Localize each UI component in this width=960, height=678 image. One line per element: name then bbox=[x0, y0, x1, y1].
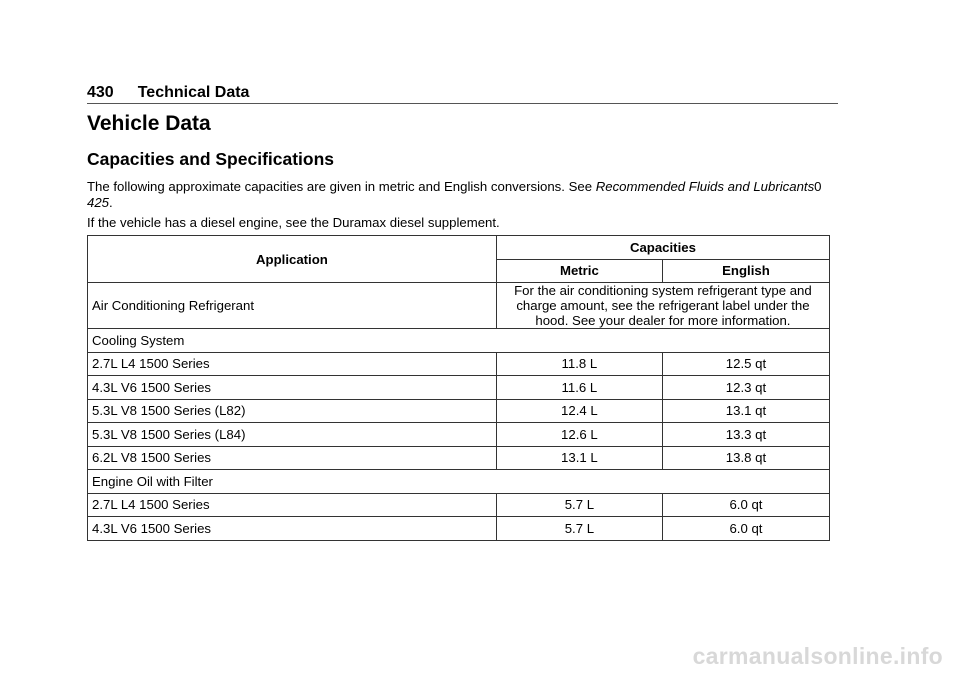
table-row bbox=[88, 423, 830, 447]
ac-refrigerant-note: For the air conditioning system refrigerant type and charge amount, see the refrigerant label under the hood. See your dealer for more information. bbox=[496, 283, 829, 329]
english-cell: 12.3 qt bbox=[662, 376, 829, 400]
table-header-row bbox=[88, 236, 830, 260]
english-cell: 6.0 qt bbox=[662, 517, 829, 541]
english-cell: 13.8 qt bbox=[662, 446, 829, 470]
engine-oil-label: Engine Oil with Filter bbox=[88, 470, 830, 494]
cooling-system-label: Cooling System bbox=[88, 329, 830, 353]
table-row bbox=[88, 376, 830, 400]
table-row bbox=[88, 446, 830, 470]
english-cell: 13.3 qt bbox=[662, 423, 829, 447]
ac-refrigerant-row bbox=[88, 283, 830, 329]
intro-paragraph bbox=[87, 179, 832, 211]
application-cell: 2.7L L4 1500 Series bbox=[88, 352, 497, 376]
metric-cell: 5.7 L bbox=[496, 517, 662, 541]
page-ref-symbol: 0 bbox=[814, 179, 822, 194]
capacities-header: Capacities bbox=[496, 236, 829, 260]
metric-cell: 12.6 L bbox=[496, 423, 662, 447]
application-header: Application bbox=[88, 236, 497, 283]
ac-refrigerant-label: Air Conditioning Refrigerant bbox=[88, 283, 497, 329]
english-header: English bbox=[662, 259, 829, 283]
capacities-table bbox=[87, 235, 830, 541]
cooling-system-group-row bbox=[88, 329, 830, 353]
metric-cell: 12.4 L bbox=[496, 399, 662, 423]
page-number: 430 bbox=[87, 84, 114, 101]
application-cell: 5.3L V8 1500 Series (L82) bbox=[88, 399, 497, 423]
application-cell: 4.3L V6 1500 Series bbox=[88, 376, 497, 400]
page-ref-number[interactable]: 425 bbox=[87, 195, 110, 210]
engine-oil-group-row bbox=[88, 470, 830, 494]
running-section-title: Technical Data bbox=[137, 84, 250, 101]
watermark: carmanualsonline.info bbox=[692, 643, 943, 669]
metric-cell: 11.6 L bbox=[496, 376, 662, 400]
metric-cell: 13.1 L bbox=[496, 446, 662, 470]
english-cell: 6.0 qt bbox=[662, 493, 829, 517]
subsection-title: Capacities and Specifications bbox=[87, 149, 335, 169]
page-header bbox=[87, 83, 838, 104]
diesel-note: If the vehicle has a diesel engine, see the Duramax diesel supplement. bbox=[87, 215, 500, 230]
application-cell: 5.3L V8 1500 Series (L84) bbox=[88, 423, 497, 447]
recommended-fluids-link[interactable]: Recommended Fluids and Lubricants bbox=[595, 179, 815, 194]
metric-cell: 11.8 L bbox=[496, 352, 662, 376]
intro-text: The following approximate capacities are given in metric and English conversions. See bbox=[87, 179, 596, 194]
metric-header: Metric bbox=[496, 259, 662, 283]
application-cell: 6.2L V8 1500 Series bbox=[88, 446, 497, 470]
table-row bbox=[88, 352, 830, 376]
table-row bbox=[88, 517, 830, 541]
application-cell: 2.7L L4 1500 Series bbox=[88, 493, 497, 517]
application-cell: 4.3L V6 1500 Series bbox=[88, 517, 497, 541]
english-cell: 13.1 qt bbox=[662, 399, 829, 423]
metric-cell: 5.7 L bbox=[496, 493, 662, 517]
table-row bbox=[88, 493, 830, 517]
table-row bbox=[88, 399, 830, 423]
english-cell: 12.5 qt bbox=[662, 352, 829, 376]
intro-end: . bbox=[109, 195, 113, 210]
section-title: Vehicle Data bbox=[87, 112, 211, 135]
